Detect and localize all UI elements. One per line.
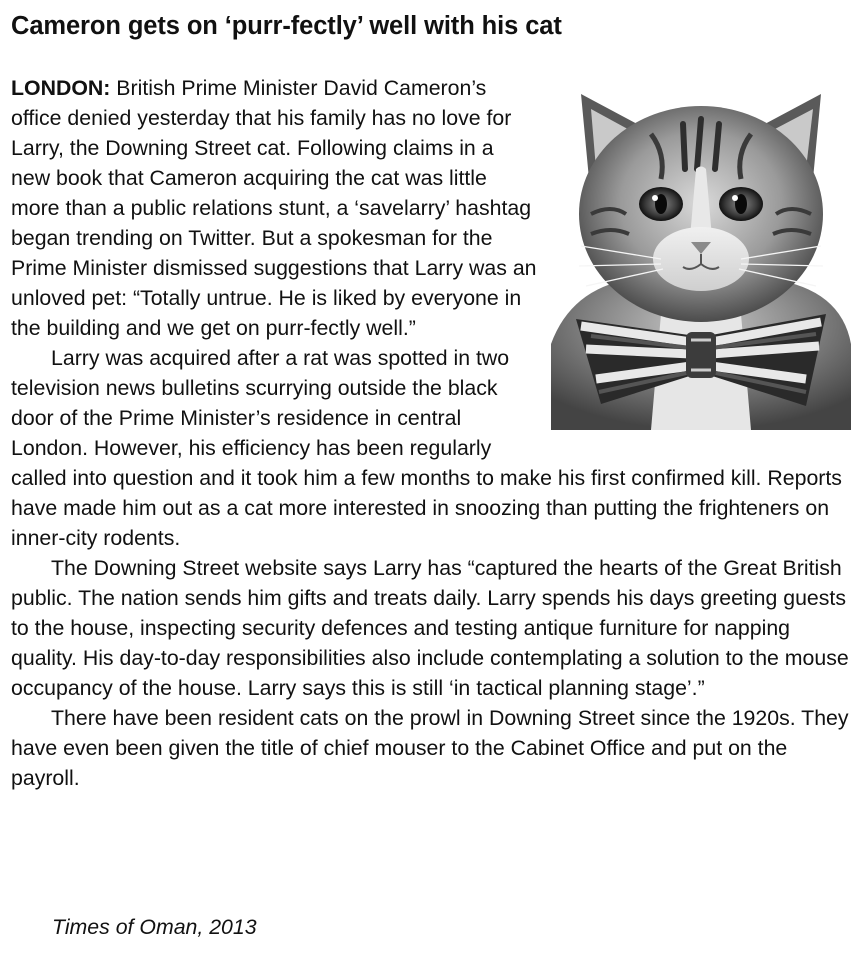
- paragraph-3: The Downing Street website says Larry has “captured the hearts of the Great British public. The nation sends him gifts and treats daily. Larry spends his days greeting guests to the house, inspecting security defences and testing antique furniture for napping quality. His day-to-day responsibilities also include contemplating a solution to the mouse occupancy of the house. Larry says this is still ‘in tactical planning stage’.”: [11, 556, 849, 700]
- source-credit: Times of Oman, 2013: [52, 915, 257, 939]
- article: [11, 9, 851, 793]
- paragraph-1-text: British Prime Minister David Cameron’s office denied yesterday that his family has no love for Larry, the Downing Street cat. Following claims in a new book that Cameron acquiring the cat was little more than a public relations stunt, a ‘savelarry’ hashtag began trending on Twitter. But a spokesman for the Prime Minister dismissed suggestions that Larry was an unloved pet: “Totally untrue. He is liked by everyone in the building and we get on purr-fectly well.”: [11, 76, 537, 340]
- cat-photo: [551, 74, 851, 430]
- dateline: LONDON:: [11, 76, 111, 100]
- paragraph-2: Larry was acquired after a rat was spotted in two television news bulletins scurrying outside the black door of the Prime Minister’s residence in central London. However, his efficiency has been regularly called into question and it took him a few months to make his first confirmed kill. Reports have made him out as a cat more interested in snoozing than putting the frighteners on inner-city rodents.: [11, 346, 842, 550]
- headline: Cameron gets on ‘purr-fectly’ well with his cat: [11, 12, 562, 40]
- paragraph-4: There have been resident cats on the prowl in Downing Street since the 1920s. They have even been given the title of chief mouser to the Cabinet Office and put on the payroll.: [11, 706, 849, 790]
- article-body: [11, 73, 851, 793]
